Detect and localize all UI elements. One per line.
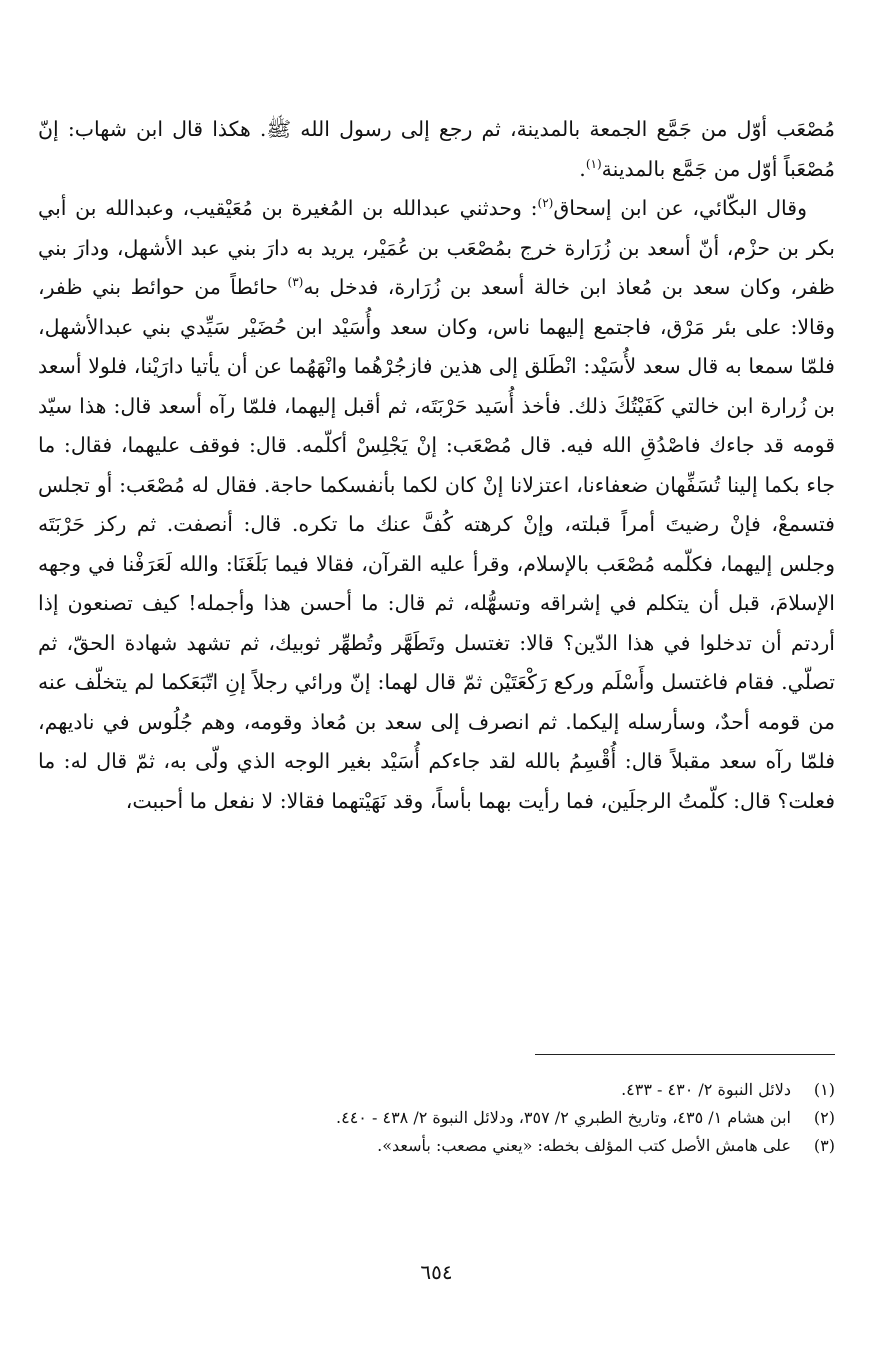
- footnote-3: [38, 1132, 835, 1160]
- footnote-ref-1: (١): [585, 156, 602, 171]
- footnote-2: [38, 1104, 835, 1132]
- paragraph-2: [38, 189, 835, 821]
- paragraph-2-continuation: حائطاً من حوائط بني ظفر، وقالا: على بئر مَرْق، فاجتمع إليهما ناس، وكان سعد وأُسَيْد ابن حُضَيْر سَيِّدي بني عبدالأشهل، فلمّا سمعا به قال سعد لأُسَيْد: انْطَلق إلى هذين فازجُرْهُما وانْهَهُما عن أن يأتيا دارَيْنا، فلولا أسعد بن زُرارة ابن خالتي كَفَيْتُكَ ذلك. فأخذ أُسَيد حَرْبَتَه، ثم أقبل إليهما، فلمّا رآه أسعد قال: هذا سيّد قومه قد جاءك فاصْدُقِ الله فيه. قال مُصْعَب: إنْ يَجْلِسْ أكلّمه. قال: فوقف عليهما، فقال: ما جاء بكما إلينا تُسَفِّهان ضعفاءنا، اعتزلانا إنْ كان لكما بأنفسكما حاجة. فقال له مُصْعَب: أو تجلس فتسمعْ، فإنْ رضيتَ أمراً قبلته، وإنْ كرهته كُفَّ عنك ما تكره. قال: أنصفت. ثم ركز حَرْبَتَه وجلس إليهما، فكلّمه مُصْعَب بالإسلام، وقرأ عليه القرآن، فقالا فيما بَلَغَنَا: والله لَعَرَفْنا في وجهه الإسلامَ، قبل أن يتكلم في إشراقه وتسهُّله، ثم قال: ما أحسن هذا وأجمله! كيف تصنعون إذا أردتم أن تدخلوا في هذا الدّين؟ قالا: تغتسل وتَطَهَّر وتُطهِّر ثوبيك، ثم تشهد شهادة الحقّ، ثم تصلّي. فقام فاغتسل وأَسْلَم وركع رَكْعَتَيْن ثمّ قال لهما: إنّ ورائي رجلاً إنِ اتّبَعَكما لم يتخلّف عنه من قومه أحدٌ، وسأرسله إليكما. ثم انصرف إلى سعد بن مُعاذ وقومه، وهم جُلُوس في ناديهم، فلمّا رآه سعد مقبلاً قال: أُقْسِمُ بالله لقد جاءكم أُسَيْد بغير الوجه الذي ولّى به، ثمّ قال له: ما فعلت؟ قال: كلّمتُ الرجلَين، فما رأيت بهما بأساً، وقد نَهَيْتهما فقالا: لا نفعل ما أحببت،: [38, 275, 835, 813]
- paragraph-2-body: : وحدثني عبدالله بن المُغيرة بن مُعَيْقيب، وعبدالله بن أبي بكر بن حزْم، أنّ أسعد بن زُرَارة خرج بمُصْعَب بن عُمَيْر، يريد به دارَ بني عبد الأشهل، ودارَ بني ظفر، وكان سعد بن مُعاذ ابن خالة أسعد بن زُرَارة، فدخل به: [38, 196, 835, 299]
- footnotes: [38, 1076, 835, 1160]
- footnote-separator: [535, 1054, 835, 1055]
- footnote-text: على هامش الأصل كتب المؤلف بخطه: «يعني مصعب: بأسعد».: [377, 1136, 791, 1155]
- page-number: ٦٥٤: [420, 1260, 453, 1284]
- main-text: [38, 110, 835, 821]
- footnote-number: (٣): [813, 1136, 835, 1155]
- paragraph-2-text: وقال البكّائي، عن ابن إسحاق: [553, 196, 808, 220]
- footnote-text: ابن هشام ١/ ٤٣٥، وتاريخ الطبري ٢/ ٣٥٧، ودلائل النبوة ٢/ ٤٣٨ - ٤٤٠.: [336, 1108, 791, 1127]
- footnote-ref-2: (٢): [537, 196, 554, 211]
- paragraph-1-tail: .: [579, 156, 586, 181]
- book-page: [38, 110, 835, 1310]
- paragraph-1-text: مُصْعَب أوّل من جَمَّع الجمعة بالمدينة، ثم رجع إلى رسول الله ﷺ. هكذا قال ابن شهاب: إنّ مُصْعَباً أوّل من جَمَّع بالمدينة: [38, 117, 835, 181]
- footnote-number: (٢): [813, 1108, 835, 1127]
- paragraph-1: [38, 110, 835, 189]
- footnote-ref-3: (٣): [287, 275, 304, 290]
- footnote-1: [38, 1076, 835, 1104]
- footnote-number: (١): [813, 1080, 835, 1099]
- footnote-text: دلائل النبوة ٢/ ٤٣٠ - ٤٣٣.: [621, 1080, 791, 1099]
